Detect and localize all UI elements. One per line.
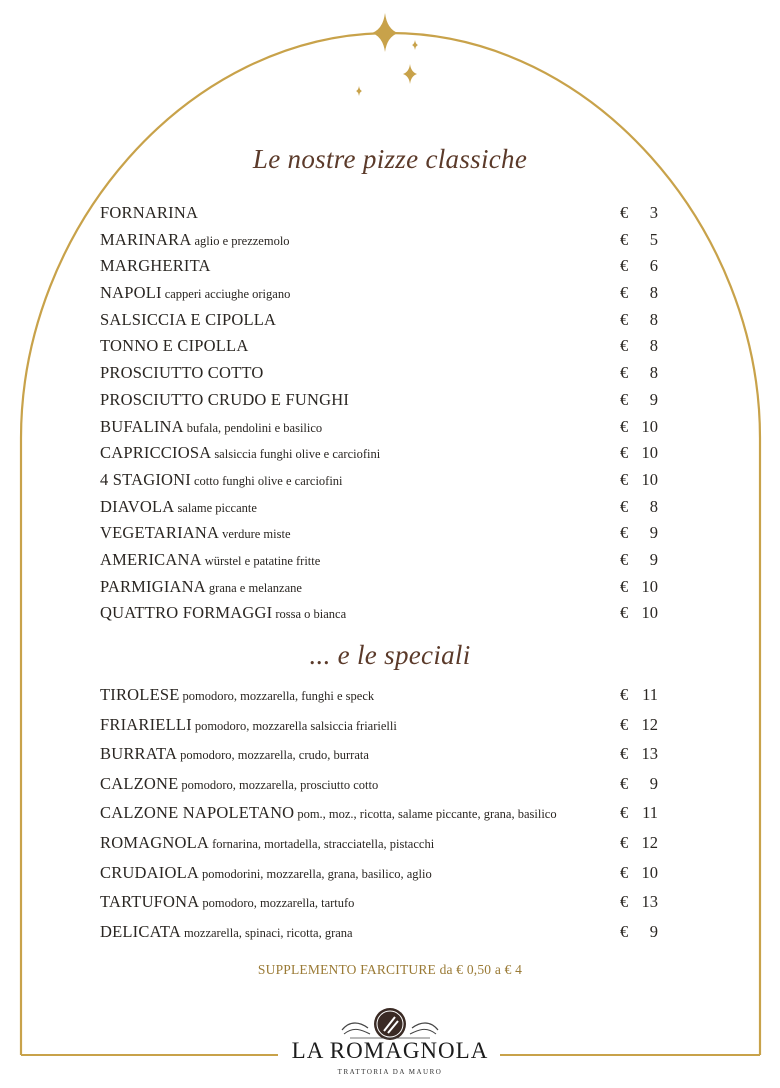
sparkle-icon — [356, 13, 418, 96]
menu-item-description: pom., moz., ricotta, salame piccante, grana, basilico — [297, 807, 557, 822]
price-amount: 6 — [649, 256, 658, 276]
menu-item-name: BUFALINA — [100, 416, 184, 436]
menu-item-description: aglio e prezzemolo — [194, 233, 290, 248]
menu-item-name: VEGETARIANA — [100, 523, 220, 543]
price-amount: 3 — [649, 203, 658, 222]
menu-item-name: PROSCIUTTO COTTO — [100, 363, 264, 383]
currency-symbol: € — [620, 892, 629, 912]
price-amount: 8 — [649, 309, 658, 329]
menu-item — [100, 336, 660, 363]
currency-symbol: € — [620, 363, 629, 383]
menu-item — [100, 863, 660, 893]
menu-item-description: pomodoro, mozzarella salsiccia friarielli — [194, 718, 397, 733]
menu-item-description: rossa o bianca — [275, 607, 347, 622]
section-title-classiche: Le nostre pizze classiche — [252, 144, 528, 174]
menu-item-name: CRUDAIOLA — [100, 862, 199, 882]
menu-item-name: ROMAGNOLA — [100, 832, 210, 852]
price-amount: 8 — [649, 496, 658, 516]
menu-item — [100, 774, 660, 804]
menu-item — [100, 363, 660, 390]
menu-item — [100, 497, 660, 524]
menu-item-name: CALZONE NAPOLETANO — [100, 803, 295, 823]
menu-item-price — [620, 715, 660, 735]
currency-symbol: € — [620, 229, 629, 249]
menu-item — [100, 470, 660, 497]
menu-item-price — [620, 550, 660, 570]
price-amount: 5 — [649, 229, 658, 249]
menu-item-description: salame piccante — [177, 500, 257, 515]
brand-tagline: TRATTORIA DA MAURO — [337, 1068, 443, 1076]
menu-item-name: BURRATA — [100, 744, 178, 764]
currency-symbol: € — [620, 523, 629, 543]
menu-item — [100, 892, 660, 922]
currency-symbol: € — [620, 309, 629, 329]
menu-item — [100, 603, 660, 630]
menu-item-name: TIROLESE — [100, 685, 180, 704]
menu-item-description: fornarina, mortadella, stracciatella, pistacchi — [212, 836, 435, 851]
menu-item-price — [620, 336, 660, 356]
menu-item-name: MARGHERITA — [100, 256, 211, 276]
menu-item-name: DIAVOLA — [100, 496, 175, 516]
menu-item-price — [620, 470, 660, 490]
menu-item-description: pomodoro, mozzarella, tartufo — [202, 896, 355, 911]
menu-item-price — [620, 256, 660, 276]
price-amount: 9 — [649, 921, 658, 941]
brand-name: LA ROMAGNOLA — [291, 1038, 489, 1063]
currency-symbol: € — [620, 256, 629, 276]
currency-symbol: € — [620, 744, 629, 764]
menu-item-price — [620, 523, 660, 543]
menu-item-price — [620, 310, 660, 330]
menu-item — [100, 523, 660, 550]
price-amount: 10 — [641, 576, 658, 596]
currency-symbol: € — [620, 576, 629, 596]
currency-symbol: € — [620, 603, 629, 623]
menu-item-description: salsiccia funghi olive e carciofini — [214, 447, 381, 462]
currency-symbol: € — [620, 685, 629, 704]
price-amount: 12 — [641, 832, 658, 852]
menu-item — [100, 685, 660, 715]
menu-item-price — [620, 443, 660, 463]
menu-item-name: AMERICANA — [100, 549, 202, 569]
price-amount: 9 — [649, 389, 658, 409]
price-amount: 11 — [642, 803, 658, 823]
menu-item-description: verdure miste — [222, 527, 291, 542]
currency-symbol: € — [620, 283, 629, 303]
menu-item-price — [620, 603, 660, 623]
price-amount: 8 — [649, 336, 658, 356]
currency-symbol: € — [620, 714, 629, 734]
menu-item-price — [620, 283, 660, 303]
menu-item-name: SALSICCIA E CIPOLLA — [100, 309, 277, 329]
currency-symbol: € — [620, 336, 629, 356]
menu-item-description: capperi acciughe origano — [164, 287, 291, 302]
price-amount: 8 — [649, 283, 658, 303]
menu-item — [100, 390, 660, 417]
section-title-speciali: ... e le speciali — [309, 640, 471, 670]
menu-item-name: TONNO E CIPOLLA — [100, 336, 249, 356]
menu-item — [100, 203, 660, 230]
menu-list-speciali — [100, 685, 660, 951]
price-amount: 8 — [649, 363, 658, 383]
currency-symbol: € — [620, 832, 629, 852]
menu-item-name: TARTUFONA — [100, 892, 200, 912]
menu-item-name: 4 STAGIONI — [100, 469, 191, 489]
menu-item-description: cotto funghi olive e carciofini — [193, 473, 343, 488]
menu-item — [100, 256, 660, 283]
menu-item-price — [620, 363, 660, 383]
menu-item-price — [620, 892, 660, 912]
currency-symbol: € — [620, 803, 629, 823]
currency-symbol: € — [620, 773, 629, 793]
menu-item-name: DELICATA — [100, 921, 181, 941]
currency-symbol: € — [620, 469, 629, 489]
menu-item-price — [620, 744, 660, 764]
menu-item-price — [620, 497, 660, 517]
menu-item-name: QUATTRO FORMAGGI — [100, 603, 273, 623]
menu-item — [100, 443, 660, 470]
menu-item-price — [620, 863, 660, 883]
price-amount: 9 — [649, 549, 658, 569]
menu-item — [100, 922, 660, 952]
price-amount: 13 — [641, 892, 658, 912]
currency-symbol: € — [620, 549, 629, 569]
currency-symbol: € — [620, 416, 629, 436]
price-amount: 10 — [641, 416, 658, 436]
menu-item-description: pomodoro, mozzarella, funghi e speck — [182, 689, 375, 703]
menu-item-price — [620, 230, 660, 250]
price-amount: 10 — [641, 443, 658, 463]
menu-item — [100, 833, 660, 863]
menu-item-name: PROSCIUTTO CRUDO E FUNGHI — [100, 389, 350, 409]
currency-symbol: € — [620, 443, 629, 463]
price-amount: 13 — [641, 744, 658, 764]
menu-list-classiche — [100, 203, 660, 630]
menu-item — [100, 715, 660, 745]
menu-item-name: PARMIGIANA — [100, 576, 206, 596]
currency-symbol: € — [620, 389, 629, 409]
menu-item-price — [620, 803, 660, 823]
menu-item-price — [620, 685, 660, 705]
menu-item-name: CAPRICCIOSA — [100, 443, 212, 463]
price-amount: 9 — [649, 523, 658, 543]
menu-item-name: NAPOLI — [100, 283, 162, 303]
menu-item — [100, 310, 660, 337]
menu-item — [100, 744, 660, 774]
logo-emblem-icon — [342, 1008, 438, 1040]
menu-item-price — [620, 417, 660, 437]
menu-item — [100, 230, 660, 257]
menu-item-description: pomodorini, mozzarella, grana, basilico, aglio — [201, 866, 432, 881]
menu-item — [100, 803, 660, 833]
price-amount: 11 — [642, 685, 658, 704]
currency-symbol: € — [620, 862, 629, 882]
supplement-note: SUPPLEMENTO FARCITURE da € 0,50 a € 4 — [257, 962, 523, 977]
menu-item-description: pomodoro, mozzarella, crudo, burrata — [180, 748, 369, 763]
price-amount: 10 — [641, 469, 658, 489]
menu-item — [100, 577, 660, 604]
currency-symbol: € — [620, 203, 629, 222]
menu-item — [100, 417, 660, 444]
menu-item-price — [620, 203, 660, 223]
menu-item-description: grana e melanzane — [208, 580, 302, 595]
menu-item-price — [620, 577, 660, 597]
currency-symbol: € — [620, 496, 629, 516]
price-amount: 9 — [649, 773, 658, 793]
menu-item-name: CALZONE — [100, 773, 179, 793]
menu-item-name: FRIARIELLI — [100, 714, 192, 734]
menu-item-price — [620, 774, 660, 794]
price-amount: 10 — [641, 862, 658, 882]
menu-item-description: pomodoro, mozzarella, prosciutto cotto — [181, 777, 379, 792]
currency-symbol: € — [620, 921, 629, 941]
menu-item — [100, 550, 660, 577]
price-amount: 12 — [641, 714, 658, 734]
menu-item-price — [620, 833, 660, 853]
menu-item-price — [620, 922, 660, 942]
menu-item-description: bufala, pendolini e basilico — [186, 420, 323, 435]
menu-item-name: FORNARINA — [100, 203, 199, 222]
menu-item-name: MARINARA — [100, 229, 192, 249]
menu-item-description: würstel e patatine fritte — [204, 553, 321, 568]
menu-item — [100, 283, 660, 310]
menu-item-description: mozzarella, spinaci, ricotta, grana — [183, 925, 353, 940]
price-amount: 10 — [641, 603, 658, 623]
menu-item-price — [620, 390, 660, 410]
